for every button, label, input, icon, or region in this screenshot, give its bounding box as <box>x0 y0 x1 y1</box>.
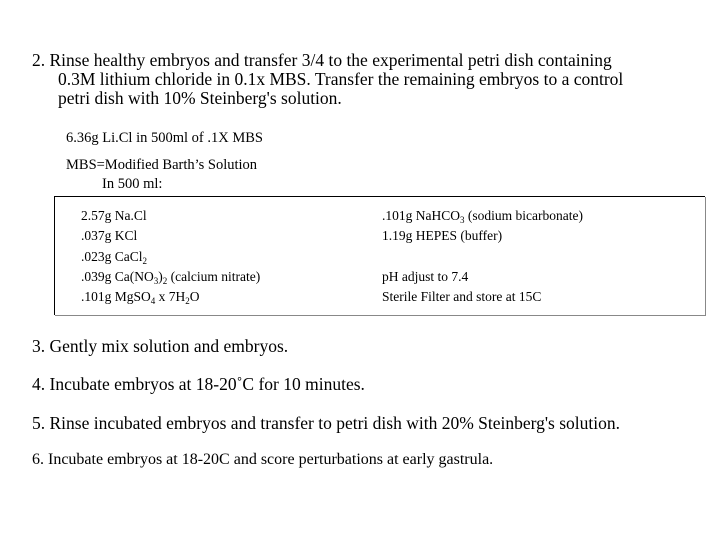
step-4: 4. Incubate embryos at 18-20˚C for 10 minutes. <box>32 374 365 394</box>
ingredient-nacl: 2.57g Na.Cl <box>81 208 147 223</box>
step-3: 3. Gently mix solution and embryos. <box>32 336 289 356</box>
step-5: 5. Rinse incubated embryos and transfer to petri dish with 20% Steinberg's solution. <box>32 413 621 433</box>
step-2-line-3: petri dish with 10% Steinberg's solution. <box>58 88 342 108</box>
recipe-left-column <box>81 206 260 307</box>
ingredient-cacl2: .023g CaCl$_2$ <box>81 248 148 266</box>
step-2-paragraph <box>32 51 623 108</box>
ingredient-hepes: 1.19g HEPES (buffer) <box>382 228 503 244</box>
ingredient-nahco3: .101g NaHCO$_3$ (sodium bicarbonate) <box>382 208 583 225</box>
ingredient-cano3: .039g $Ca(NO_3)_2$ (calcium nitrate) <box>81 268 261 286</box>
ph-instruction: pH adjust to 7.4 <box>382 268 469 284</box>
ingredient-mgso4: .101g MgSO$_4$ x $7H_2O$ <box>81 289 200 307</box>
step-2-line-1: 2. Rinse healthy embryos and transfer 3/4 to the experimental petri dish containing <box>32 50 612 70</box>
recipe-right-column <box>382 206 583 307</box>
step-6: 6. Incubate embryos at 18-20C and score perturbations at early gastrula. <box>32 451 494 468</box>
in-500ml-label: In 500 ml: <box>102 176 163 192</box>
mbs-definition: MBS=Modified Barth’s Solution <box>66 157 258 173</box>
mbs-recipe-box <box>54 196 705 315</box>
sterile-instruction: Sterile Filter and store at 15C <box>382 289 542 305</box>
licl-note: 6.36g Li.Cl in 500ml of .1X MBS <box>66 130 263 146</box>
step-2-line-2: 0.3M lithium chloride in 0.1x MBS. Transfer the remaining embryos to a control <box>58 69 624 89</box>
ingredient-kcl: .037g KCl <box>81 228 138 244</box>
